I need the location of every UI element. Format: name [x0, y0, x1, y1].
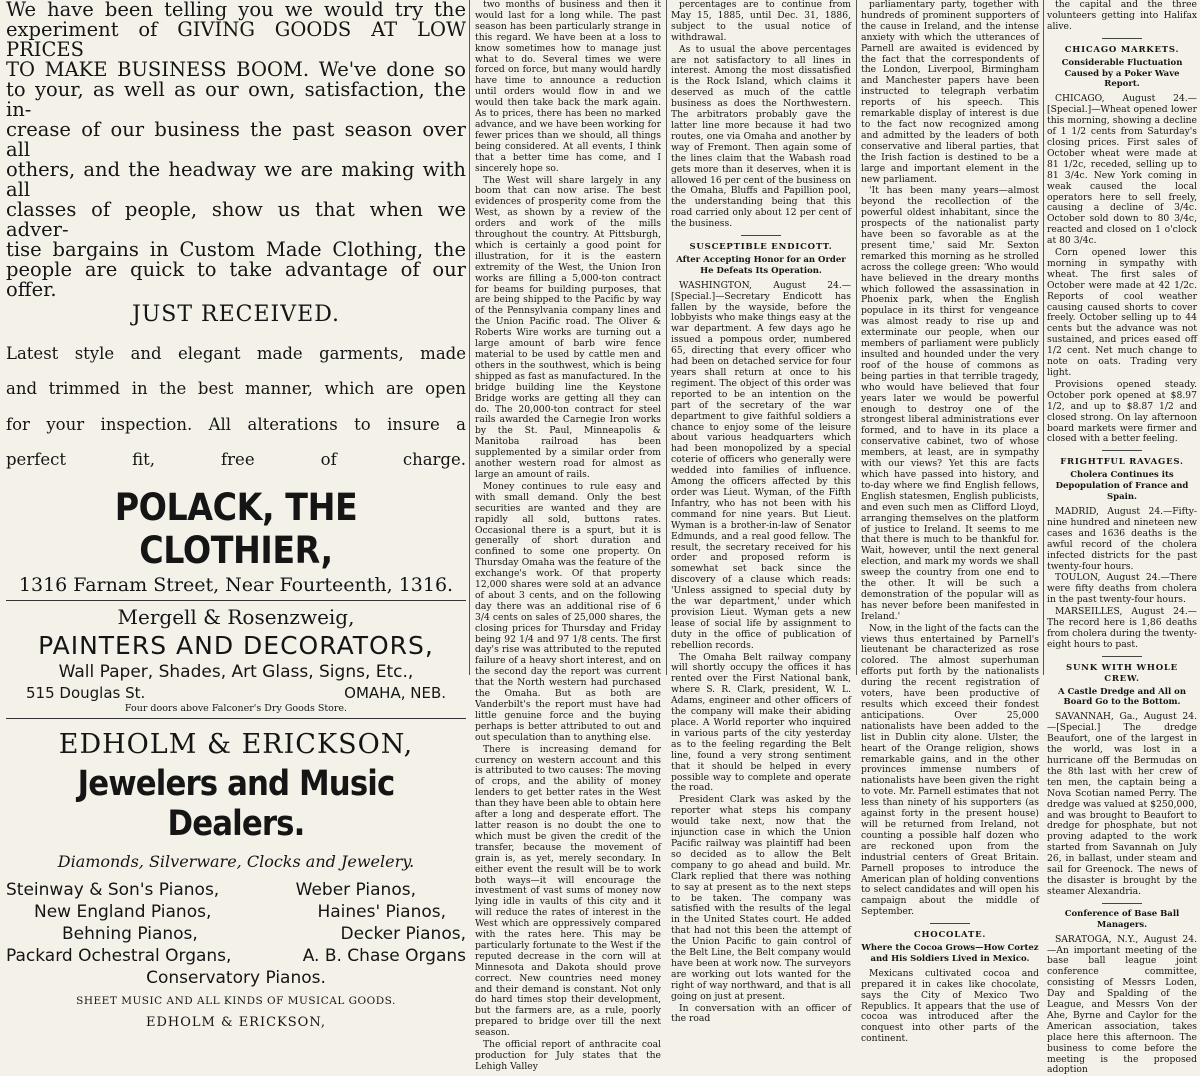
paragraph: MARSEILLES, August 24.—The record here is 1,86 deaths from cholera during the twenty-eight hours to past.: [1047, 606, 1197, 650]
headline-sunk-crew: SUNK WITH WHOLE CREW.: [1066, 662, 1178, 684]
polack-ad-body: [6, 344, 466, 470]
ad-line: crease of our business the past season over all: [6, 118, 466, 161]
ad-line: for your inspection. All alterations to insure a: [6, 414, 466, 434]
ad-line: people are quick to take advantage of our offer.: [6, 258, 466, 301]
ad-line: tise bargains in Custom Made Clothing, the: [6, 238, 466, 261]
divider: [1102, 450, 1142, 451]
headline-base-ball: Conference of Base Ball Managers.: [1064, 908, 1180, 930]
divider: [6, 600, 466, 601]
paragraph: WASHINGTON, August 24.—[Special.]—Secretary Endicott has fallen by the wayside, before the lobbyists who make things easy at the war department. A few days ago he issued a pompous order, numbered 65, directing that every officer who had been on detached service for four years shall return at once to his regiment. The object of this order was reported to be an intention on the part of the secretary of the war department to give faithful soldiers a chance to enjoy some of the leisure about various headquarters which had been monopolized by a special coterie of officers who generally were wedded into families of influence. Among the officers affected by this order was Lieut. Wyman, of the Fifth Infantry, who has not been with his command for nine years. But Lieut. Wyman is a brother-in-law of Senator Edmunds, and a real good fellow. The result, the secretary received for his order and proposed reform is somewhat set back since the discovery of a clause which reads: 'Unless assigned to special duty by the war department,' under which provision Lieut. Wyman gets a new lease of social life by assignment to duty in the office of publication of rebellion records.: [671, 279, 851, 651]
paragraph: In conversation with an officer of the road: [671, 1002, 851, 1025]
piano-item: A. B. Chase Organs: [302, 945, 466, 966]
ad-line: classes of people, show us that when we adver-: [6, 198, 466, 241]
polack-ad-lead: [6, 0, 466, 300]
article-body: [475, 0, 661, 1073]
paragraph: Corn opened lower this morning in sympathy with wheat. The first sales of October were made at 42 1/2c. Reports of cool weather causing caused shorts to cover freely. October selling up to 44 cents but the advance was not sustained, and prices eased off 1/2 cent. Net much change to note on oats. Trading very light.: [1047, 247, 1197, 378]
mergell-address-row: [6, 684, 466, 702]
paragraph: CHICAGO, August 24.—[Special.]—Wheat opened lower this morning, showing a decline of 1 1/2 cents from Saturday's closing prices. First sales of October wheat were made at 81 1/2c, receded, selling up to 81 3/4c. New York coming in weak caused the local operators here to sell freely, causing a decline of 3/4c. October sold down to 80 3/4c, reacted and closed on 1 o'clock at 80 3/4c.: [1047, 93, 1197, 247]
paragraph: There is increasing demand for currency on western account and this is attributed to two causes: The moving of crops, and the ability of money lenders to get better rates in the West than they have been able to obtain here after a long and desperate effort. The latter reason is no doubt the one to which must be given the credit of the transfer, because the movement of grain is, as yet, merely secondary. In either event the result will be to work both ways—it will encourage the investment of vast sums of money now lying idle in vaults of this city and it will reduce the rates of interest in the West which are oppressively compared with the rates here. This may be particularly fortunate to the West if the reputed decrease in the corn will at Minnesota and Dakota should prove correct. New countries need money and their demand is constant. Not only do hard times stop their development, but the farmers are, as a rule, poorly prepared to bridge over till the next season.: [475, 743, 661, 1039]
article-body: [671, 0, 851, 230]
paragraph: The Omaha Belt railway company will shortly occupy the offices it has rented over the First National bank, where S. R. Clark, president, W. L. Adams, engineer and other officers of the company will make their abiding place. A World reporter who inquired in various parts of the city yesterday as to the feeling regarding the Belt line, found a very strong sentiment that it should be helped in every possible way to complete and operate the road.: [671, 651, 851, 794]
piano-item: Steinway & Son's Pianos,: [6, 879, 220, 900]
ad-line: experiment of GIVING GOODS AT LOW PRICES: [6, 18, 466, 61]
ad-line: others, and the headway we are making with all: [6, 158, 466, 201]
ad-line: TO MAKE BUSINESS BOOM. We've done so: [6, 58, 466, 81]
divider: [1102, 903, 1142, 904]
divider: [1102, 656, 1142, 657]
just-received-heading: JUST RECEIVED.: [131, 302, 341, 327]
edholm-footer: EDHOLM & ERICKSON,: [146, 1014, 326, 1030]
piano-item: New England Pianos,: [34, 901, 212, 922]
wallpaper-line: Wall Paper, Shades, Art Glass, Signs, Etc.,: [58, 661, 414, 682]
mergell-city: OMAHA, NEB.: [344, 683, 446, 702]
column-rule: [469, 0, 470, 675]
divider: [930, 923, 970, 924]
polack-clothier-heading: POLACK, THE CLOTHIER,: [114, 485, 358, 572]
subhead-chicago-markets: Considerable Fluctuation Caused by a Poker Wave Report.: [1061, 57, 1183, 90]
headline-frightful-ravages: FRIGHTFUL RAVAGES.: [1060, 457, 1184, 468]
paragraph: Now, in the light of the facts can the views thus entertained by Parnell's lieutenant be characterized as rose colored. The almost superhuman efforts put forth by the nationalists during the recent registration of voters, have been productive of results which exceed their fondest anticipations. Over 25,000 nationalists have been added to the list in Dublin city alone. Ulster, the heart of the Orange religion, shows remarkable gains, and in the other provinces immense numbers of nationalists have been given the right to vote. Mr. Parnell estimates that not less than ninety of his supporters (as against forty in the present house) will be returned from Ireland, not counting a possible half dozen who are reckoned upon from the industrial centers of Great Britain. Parnell proposes to introduce the American plan of holding conventions to select candidates and will open his campaign about the middle of September.: [861, 622, 1039, 918]
article-body: [1047, 0, 1197, 33]
ad-line: to your, as well as our own, satisfaction, the in-: [6, 78, 466, 121]
piano-item: Decker Pianos,: [340, 923, 466, 944]
pianos-list: [6, 879, 466, 989]
divider: [6, 718, 466, 719]
mergell-doors-note: Four doors above Falconer's Dry Goods Store.: [124, 702, 348, 714]
divider: [1102, 38, 1142, 39]
piano-item: Packard Ochestral Organs,: [6, 945, 232, 966]
paragraph: 'It has been many years—almost beyond the recollection of the powerful oldest inhabitant, since the prospects of the nationalist party have been so favorable as at the present time,' said Mr. Sexton remarked this morning as he strolled across the college green: 'Who would have believed in the dreary months which followed the assassination in Phoenix park, when the English populace in its thirst for vengeance was almost ready to rise up and exterminate our people, when our members of parliament were publicly insulted and hounded under the very roof of the house of commons as being parties in that terrible tragedy, who would have believed that four years later we would be powerful enough to destroy one of the strongest liberal administrations ever formed, and to have in its place a conservative cabinet, two of whose members, at least, are in sympathy with our views? Yet this are facts which have passed into history, and to-day where we find English fellows, English statesmen, English publicists, and even such men as Clifford Lloyd, arranging themselves on the platform of justice to Ireland. It seems to me that there is much to be thankful for. Wait, however, until the next general election, and mark my words we shall sweep the country from one end to the other. It will be such a demonstration of the popular will as has never before been manifested in Ireland.': [861, 185, 1039, 622]
piano-item: Weber Pianos,: [295, 879, 416, 900]
column-rule: [856, 0, 857, 675]
paragraph: The official report of anthracite coal production for July states that the Lehigh Valley: [475, 1039, 661, 1072]
painters-heading: PAINTERS AND DECORATORS,: [38, 630, 434, 660]
paragraph: As to usual the above percentages are not satisfactory to all lines in interest. Among the most dissatisfied is the Rock Island, which claims it deserved as much of the cattle business as does the Northwestern. The arbitrators probably gave the latter line more because it had two routes, one via Omaha and another by way of Fremont. Then again some of the lines claim that the Wabash road gets more than it deserves, when it is allowed 16 per cent of the business on the Omaha, Bluffs and Papillion pool, the understanding being that this road carried only about 12 per cent of the business.: [671, 43, 851, 230]
article-body: [671, 281, 851, 1026]
headline-chicago-markets: CHICAGO MARKETS.: [1064, 44, 1180, 55]
mergell-street: 515 Douglas St.: [26, 683, 146, 702]
subhead-endicott: After Accepting Honor for an Order He Defeats Its Operation.: [676, 254, 846, 276]
article-body: [1047, 507, 1197, 651]
paragraph: MADRID, August 24.—Fifty-nine hundred and nineteen new cases and 1636 deaths is the awful record of the cholera infected districts for the past twenty-four hours.: [1047, 505, 1197, 572]
ad-line: perfect fit, free of charge.: [6, 450, 466, 469]
ad-line: We have been telling you we would try the: [6, 0, 466, 21]
paragraph: Provisions opened steady. October pork opened at $8.97 1/2, and up to $8.87 1/2 and closed strong. On lay afternoon board markets were firmer and closed with a better feeling.: [1047, 378, 1197, 445]
column-rule: [666, 0, 667, 675]
paragraph: parliamentary party, together with hundreds of prominent supporters of the cause in Ireland, and the intense anxiety with which the utterances of Parnell are awaited is evidenced by the fact that the correspondents of the London, Liverpool, Birmingham and Manchester papers have been instructed to telegraph verbatim reports of his speech. This remarkable display of interest is due to the fact now recognized among and admitted by the leaders of both conservative and liberal parties, that the Irish faction is destined to be a large and important element in the new parliament.: [861, 0, 1039, 185]
mergell-heading: Mergell & Rosenzweig,: [117, 604, 355, 629]
article-body: [861, 0, 1039, 918]
headline-chocolate: CHOCOLATE.: [913, 930, 987, 941]
paragraph: SARATOGA, N.Y., August 24.—An important meeting of the base ball league joint conference committee, consisting of Messrs Loden, Day and Spalding of the League, and Messrs Von der Ahe, Byrne and Caylor for the American association, takes place here this afternoon. The business to come before the meeting is the proposed adoption: [1047, 933, 1197, 1076]
edholm-heading: EDHOLM & ERICKSON,: [58, 728, 414, 760]
advertisement-column: [6, 0, 466, 1030]
paragraph: percentages are to continue from May 15, 1885, until Dec. 31, 1886, subject to the usual notice of withdrawal.: [671, 0, 851, 43]
article-body: [861, 969, 1039, 1045]
piano-item: Conservatory Pianos.: [146, 967, 326, 988]
ad-line: and trimmed in the best manner, which are open: [6, 379, 466, 398]
sheet-music-line: SHEET MUSIC AND ALL KINDS OF MUSICAL GOODS.: [76, 994, 396, 1007]
paragraph: the capital and the three volunteers getting into Halifax alive.: [1047, 0, 1197, 32]
article-body: [1047, 94, 1197, 445]
news-column-3: [671, 0, 851, 1025]
news-column-2: [475, 0, 661, 1072]
subhead-frightful-ravages: Cholera Continues its Depopulation of France and Spain.: [1055, 470, 1189, 503]
paragraph: The West will share largely in any boom that can now arise. The best evidences of prosperity come from the West, as shown by a review of the orders and work of the mills throughout the country. At Pittsburgh, which is certainly a good point for illustration, for it is the eastern extremity of the West, the Union Iron works are filling a 5,000-ton contract for beams for building purposes, that are being shipped to the Pacific by way of the Pennsylvania company lines and the Union Pacific road. The Oliver & Roberts Wire works are turning out a large amount of barb wire fence material to be used by cattle men and others in the southwest, which is being shipped as fast as manufactured. In the bridge building line the Keystone Bridge works are getting all they can do. The 20,000-ton contract for steel rails awarded the Carnegie Iron works by the St. Paul, Minneapolis & Manitoba railroad has been supplemented by a similar order from another western road for almost as large an amount of rails.: [475, 174, 661, 480]
article-body: [1047, 712, 1197, 897]
divider: [741, 235, 781, 236]
paragraph: TOULON, August 24.—There were fifty deaths from cholera in the past twenty-four hours.: [1047, 572, 1197, 606]
paragraph: Money continues to rule easy and with small demand. Only the best securities are wanted and they are rapidly all sold, buttons rates. Occasional there is a spurt, but it is generally of short duration and confined to some one property. On Thursday Omaha was the feature of the exchange's work. Of that property 12,000 shares were sold at an advance of about 3 cents, and on the following day there was an additional rise of 6 3/4 cents on sales of 25,000 shares, the closing prices for Thursday and Friday being 92 1/4 and 97 1/8 cents. The first day's rise was attributed to the reputed failure of a heavy short interest, and on the second day the report was current that the North western had purchased the Omaha. But as both are Vanderbilt's the report must have had little genuine force and the buying perhaps is better attributed to out and out speculation than to anything else.: [475, 480, 661, 743]
subhead-sunk-crew: A Castle Dredge and All on Board Go to the Bottom.: [1057, 686, 1187, 708]
piano-item: Behning Pianos,: [62, 923, 198, 944]
piano-item: Haines' Pianos,: [317, 901, 446, 922]
news-column-5: [1047, 0, 1197, 1076]
ad-line: Latest style and elegant made garments, made: [6, 343, 466, 363]
subhead-chocolate: Where the Cocoa Grows—How Cortez and His Soldiers Lived in Mexico.: [861, 943, 1039, 964]
paragraph: two months of business and then it would last for a long while. The past season has been particularly strange in this regard. We have been at a loss to know sometimes how to manage just what to do. Several times we were forced on force, but many would hardly have time to announce a reduction until orders would flow in and we would then take back the mark again. As to prices, there has been no marked advance, and we have been working for fewer prices than we should, all things being considered. At all events, I think that a better time has come, and I sincerely hope so.: [475, 0, 661, 174]
polack-address: 1316 Farnam Street, Near Fourteenth, 1316.: [18, 573, 454, 596]
headline-endicott: SUSCEPTIBLE ENDICOTT.: [689, 242, 833, 253]
paragraph: SAVANNAH, Ga., August 24.—[Special.] The dredge Beaufort, one of the largest in the world, was lost in a hurricane off the Bermudas on the 8th last with her crew of ten men, the captain being a Nova Scotian named Perry. The dredge was valued at $250,000, and was brought to Beaufort to dredge for phosphate, but not proving adapted to the work started from Savannah on July 26, in ballast, under steam and sail for Greenock. The news of the disaster is brought by the steamer Alexandria.: [1047, 711, 1197, 897]
article-body: [1047, 935, 1197, 1076]
paragraph: President Clark was asked by the reporter what steps his company would take next, now that the injunction case in which the Union Pacific railway was plaintiff had been so decided as to allow the Belt company to go ahead and build. Mr. Clark replied that there was nothing to say at present as to the next steps to be taken. The company was satisfied with the results of the legal in the United States court. He added that had not this been the attempt of the Union Pacific to gain control of the Belt Line, the Belt company would have been at work now. The surveyors are working out lots wanted for the right of way northward, and that is all going on just at present.: [671, 794, 851, 1002]
paragraph: Mexicans cultivated cocoa and prepared it in cakes like chocolate, says the City of Mexico Two Republics. It appears that the use of cocoa was introduced after the conquest into other parts of the continent.: [861, 967, 1039, 1045]
diamonds-line: Diamonds, Silverware, Clocks and Jewelery.: [57, 851, 415, 871]
column-rule: [1043, 0, 1044, 675]
jewelers-heading: Jewelers and Music Dealers.: [77, 763, 395, 844]
news-column-4: [861, 0, 1039, 1045]
